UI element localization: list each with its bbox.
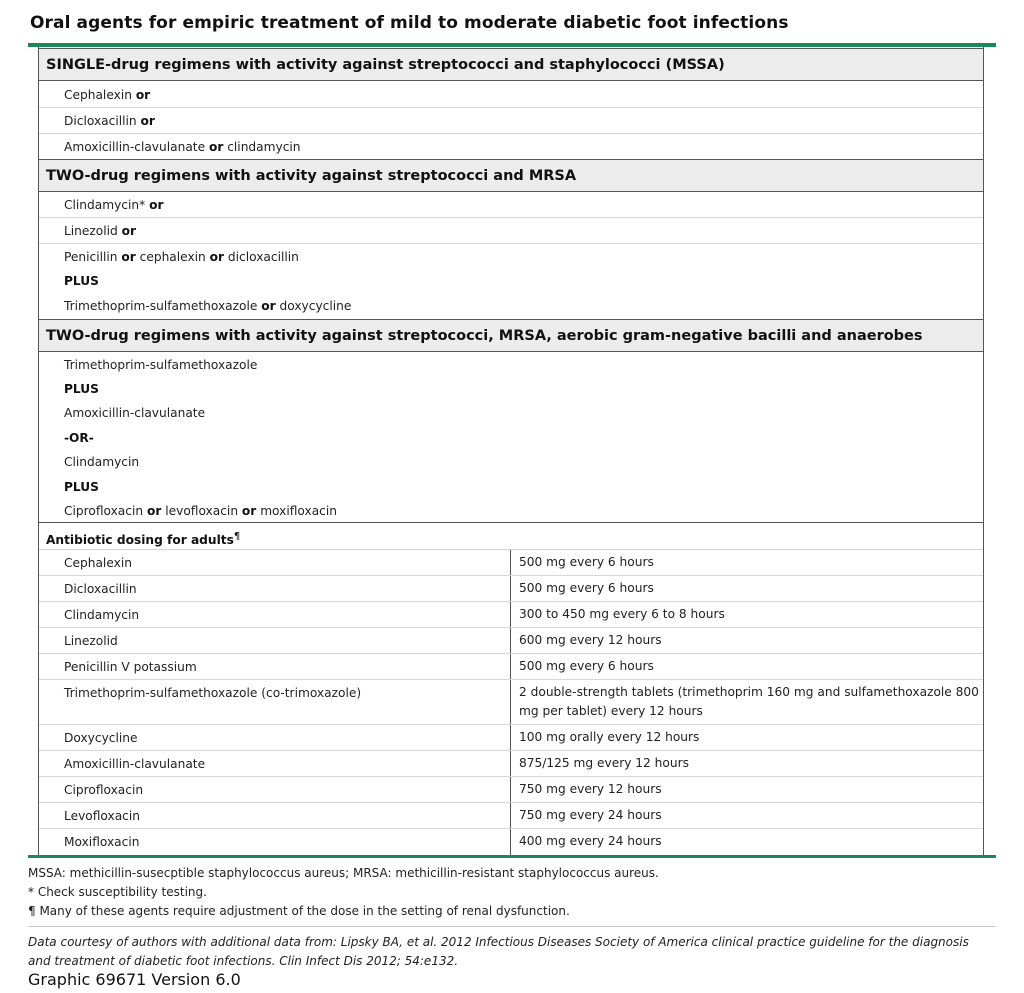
list-item: Clindamycin	[64, 455, 140, 469]
dose-cell: 750 mg every 24 hours	[519, 808, 662, 822]
table-row	[39, 654, 983, 680]
table-row	[39, 829, 983, 855]
table-row	[39, 680, 983, 725]
graphic-version-label: Graphic 69671 Version 6.0	[28, 970, 241, 989]
dose-cell: 300 to 450 mg every 6 to 8 hours	[519, 607, 725, 621]
section-header-single: SINGLE-drug regimens with activity against streptococci and staphylococci (MSSA)	[39, 48, 983, 81]
drug-cell: Moxifloxacin	[39, 829, 511, 855]
footnote-abbreviations: MSSA: methicillin-susecptible staphylococcus aureus; MRSA: methicillin-resistant staphylococcus aureus.	[28, 866, 659, 880]
dose-cell: 500 mg every 6 hours	[519, 555, 654, 569]
list-item: Amoxicillin-clavulanate	[64, 406, 206, 420]
list-item: Clindamycin* or	[39, 192, 983, 218]
dose-cell: 2 double-strength tablets (trimethoprim 160 mg and sulfamethoxazole 800 mg per tablet) every 12 hours	[519, 685, 979, 718]
list-item: Ciprofloxacin or levofloxacin or moxifloxacin	[39, 498, 983, 523]
plus-label: PLUS	[64, 480, 99, 494]
bottom-accent-bar	[28, 855, 996, 858]
drug-cell: Penicillin V potassium	[39, 654, 511, 679]
table-row	[39, 576, 983, 602]
footnote-divider	[28, 926, 996, 927]
table-row	[39, 550, 983, 576]
footnote-pilcrow: ¶ Many of these agents require adjustment of the dose in the setting of renal dysfunction.	[28, 904, 570, 918]
table-row	[39, 777, 983, 803]
drug-cell: Cephalexin	[39, 550, 511, 575]
citation: Data courtesy of authors with additional data from: Lipsky BA, et al. 2012 Infectious Diseases Society of America clinical practice guideline for the diagnosis and treatment of diabetic foot infections. Clin Infect Dis 2012; 54:e132.	[28, 935, 969, 968]
dose-cell: 500 mg every 6 hours	[519, 581, 654, 595]
drug-cell: Ciprofloxacin	[39, 777, 511, 802]
table-row	[39, 628, 983, 654]
dose-cell: 875/125 mg every 12 hours	[519, 756, 689, 770]
dosing-header: Antibiotic dosing for adults¶	[39, 524, 983, 550]
drug-cell: Doxycycline	[39, 725, 511, 750]
page-title: Oral agents for empiric treatment of mild to moderate diabetic foot infections	[30, 13, 789, 33]
drug-cell: Amoxicillin-clavulanate	[39, 751, 511, 776]
drug-cell: Clindamycin	[39, 602, 511, 627]
table-row	[39, 751, 983, 777]
table-row	[39, 602, 983, 628]
list-item: Trimethoprim-sulfamethoxazole or doxycycline	[64, 299, 352, 313]
dose-cell: 400 mg every 24 hours	[519, 834, 662, 848]
dose-cell: 750 mg every 12 hours	[519, 782, 662, 796]
drug-cell: Dicloxacillin	[39, 576, 511, 601]
table-row	[39, 725, 983, 751]
plus-label: PLUS	[64, 382, 99, 396]
footnote-star: * Check susceptibility testing.	[28, 885, 207, 899]
list-item: Dicloxacillin or	[39, 108, 983, 134]
list-item: Trimethoprim-sulfamethoxazole	[64, 358, 258, 372]
dose-cell: 500 mg every 6 hours	[519, 659, 654, 673]
dose-cell: 600 mg every 12 hours	[519, 633, 662, 647]
list-item: Cephalexin or	[39, 82, 983, 108]
section-header-two-mrsa: TWO-drug regimens with activity against streptococci and MRSA	[39, 159, 983, 192]
dose-cell: 100 mg orally every 12 hours	[519, 730, 700, 744]
section-header-two-broad: TWO-drug regimens with activity against streptococci, MRSA, aerobic gram-negative bacilli and anaerobes	[39, 319, 983, 352]
or-separator: -OR-	[64, 431, 94, 445]
drug-cell: Levofloxacin	[39, 803, 511, 828]
drug-cell: Linezolid	[39, 628, 511, 653]
table-row	[39, 803, 983, 829]
plus-label: PLUS	[64, 274, 99, 288]
list-item: Amoxicillin-clavulanate or clindamycin	[64, 140, 301, 154]
list-item: Penicillin or cephalexin or dicloxacillin	[64, 250, 299, 264]
list-item: Linezolid or	[39, 218, 983, 244]
drug-cell: Trimethoprim-sulfamethoxazole (co-trimoxazole)	[39, 680, 511, 724]
